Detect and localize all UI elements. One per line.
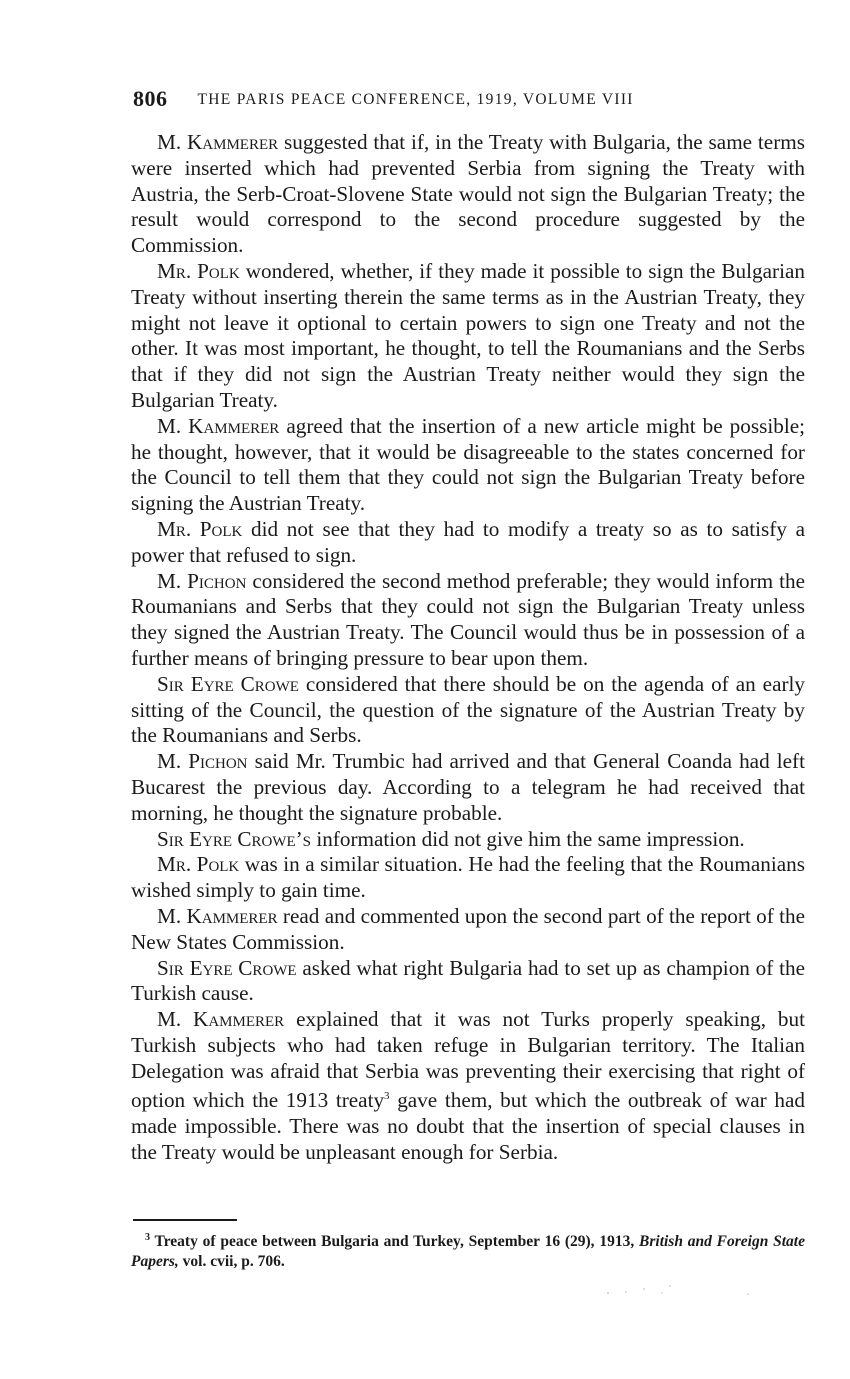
paragraph-text: gave them, but which the outbreak of war had made impossible. There was no doubt that the insertion of special clauses in the Treaty would be unpleasant enough for Serbia.	[131, 1088, 805, 1165]
paragraph	[131, 517, 805, 569]
speaker-name: M. Kammerer	[157, 413, 280, 438]
paragraph	[131, 672, 805, 749]
paragraph-text: considered the second method preferable; they would inform the Roumanians and Serbs that they could not sign the Bulgarian Treaty unless they signed the Austrian Treaty. The Council would thus be in possession of a further means of bringing pressure to bear upon them.	[131, 568, 805, 670]
paragraph-text: asked what right Bulgaria had to set up as champion of the Turkish cause.	[131, 955, 805, 1006]
speaker-name: Sir Eyre Crowe’s	[157, 826, 312, 851]
paragraph	[131, 827, 805, 853]
footnote-italic-title: British and Foreign State Papers,	[131, 1233, 805, 1271]
footnote-reference: 3	[384, 1090, 390, 1103]
speaker-name: M. Kammerer	[157, 1007, 285, 1032]
paragraph	[131, 1007, 805, 1166]
body-text	[131, 130, 805, 1166]
paragraph	[131, 749, 805, 826]
paragraph-text: explained that it was not Turks properly speaking, but Turkish subjects who had taken refuge in Bulgarian territory. The Italian Delegation was afraid that Serbia was preventing their exercising that right of option which the 1913 treaty	[131, 1007, 805, 1113]
running-title: THE PARIS PEACE CONFERENCE, 1919, VOLUME VIII	[197, 91, 634, 108]
paragraph	[131, 904, 805, 956]
paragraph-text: considered that there should be on the agenda of an early sitting of the Council, the question of the signature of the Austrian Treaty by the Roumanians and Serbs.	[131, 671, 806, 748]
paragraph-text: information did not give him the same impression.	[311, 826, 745, 851]
paragraph	[131, 852, 805, 904]
paragraph-text: suggested that if, in the Treaty with Bulgaria, the same terms were inserted which had prevented Serbia from signing the Treaty with Austria, the Serb-Croat-Slovene State would not sign the Bulgarian Treaty; the result would correspond to the second procedure suggested by the Commission.	[131, 130, 805, 258]
scan-specks	[604, 1284, 764, 1298]
paragraph	[131, 414, 805, 517]
speaker-name: M. Kammerer	[157, 903, 278, 928]
footnote-text: vol. cvii, p. 706.	[178, 1253, 285, 1271]
paragraph	[131, 956, 805, 1008]
paragraph	[131, 259, 805, 414]
speaker-name: M. Pichon	[157, 749, 248, 774]
speaker-name: M. Kammerer	[157, 130, 279, 154]
speaker-name: M. Pichon	[157, 568, 247, 593]
paragraph-text: said Mr. Trumbic had arrived and that General Coanda had left Bucarest the previous day. According to a telegram he had received that morning, he thought the signature probable.	[131, 749, 805, 825]
speaker-name: Mr. Polk	[157, 852, 240, 877]
paragraph-text: agreed that the insertion of a new article might be possible; he thought, however, that it would be disagreeable to the states concerned for the Council to tell them that they could not sign the Bulgarian Treaty before signing the Austrian Treaty.	[131, 413, 806, 516]
footnote-marker: 3	[145, 1232, 150, 1243]
speaker-name: Sir Eyre Crowe	[157, 671, 299, 696]
footnote-divider	[133, 1219, 237, 1221]
paragraph-text: did not see that they had to modify a treaty so as to satisfy a power that refused to sign.	[131, 516, 805, 567]
paragraph-text: was in a similar situation. He had the feeling that the Roumanians wished simply to gain time.	[131, 852, 805, 903]
paragraph	[131, 130, 805, 259]
paragraph	[131, 569, 805, 672]
speaker-name: Sir Eyre Crowe	[157, 955, 297, 980]
footnote-text: Treaty of peace between Bulgaria and Turkey, September 16 (29), 1913,	[150, 1233, 640, 1251]
paragraph-text: wondered, whether, if they made it possible to sign the Bulgarian Treaty without inserting therein the same terms as in the Austrian Treaty, they might not leave it optional to certain powers to sign one Treaty and not the other. It was most important, he thought, to tell the Roumanians and the Serbs that if they did not sign the Austrian Treaty neither would they sign the Bulgarian Treaty.	[131, 258, 805, 412]
speaker-name: Mr. Polk	[157, 516, 243, 541]
page-header	[133, 86, 813, 112]
page-number: 806	[133, 86, 168, 111]
paragraph-text: read and commented upon the second part of the report of the New States Commission.	[131, 903, 805, 954]
speaker-name: Mr. Polk	[157, 258, 240, 283]
footnote	[131, 1228, 805, 1272]
